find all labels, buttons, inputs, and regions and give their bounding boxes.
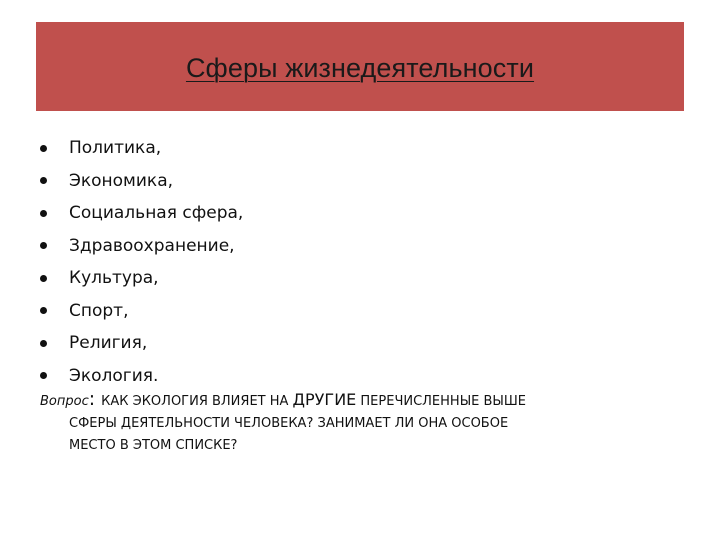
list-item-text: Политика, xyxy=(69,138,162,159)
list-item xyxy=(40,262,680,295)
title-band xyxy=(36,22,684,111)
bullet-dot-icon xyxy=(40,242,47,249)
list-item-text: Социальная сфера, xyxy=(69,203,244,224)
bullet-dot-icon xyxy=(40,177,47,184)
bullet-dot-icon xyxy=(40,145,47,152)
question-label: Вопрос xyxy=(40,394,89,409)
bullet-dot-icon xyxy=(40,372,47,379)
question-text-part1: КАК ЭКОЛОГИЯ ВЛИЯЕТ НА xyxy=(101,394,293,409)
list-item-text: Культура, xyxy=(69,268,159,289)
bullet-dot-icon xyxy=(40,340,47,347)
list-item-text: Религия, xyxy=(69,333,148,354)
list-item xyxy=(40,165,680,198)
slide-title: Сферы жизнедеятельности xyxy=(185,53,535,83)
question-line-3: МЕСТО В ЭТОМ СПИСКЕ? xyxy=(69,438,238,453)
question-colon: : xyxy=(88,388,96,410)
list-item xyxy=(40,327,680,360)
list-item-text: Спорт, xyxy=(69,300,129,321)
list-item xyxy=(40,132,680,165)
question-block xyxy=(40,388,680,457)
question-emphasis: ДРУГИЕ xyxy=(292,390,357,409)
bullet-dot-icon xyxy=(40,307,47,314)
bullet-list xyxy=(40,132,680,392)
question-text-part2: ПЕРЕЧИСЛЕННЫЕ ВЫШЕ xyxy=(356,394,527,409)
list-item xyxy=(40,197,680,230)
question-line-1 xyxy=(40,388,680,413)
list-item xyxy=(40,295,680,328)
list-item-text: Экология. xyxy=(69,365,159,386)
question-line-2: СФЕРЫ ДЕЯТЕЛЬНОСТИ ЧЕЛОВЕКА? ЗАНИМАЕТ ЛИ ОНА ОСОБОЕ xyxy=(69,416,509,431)
list-item-text: Экономика, xyxy=(69,170,174,191)
bullet-dot-icon xyxy=(40,275,47,282)
list-item xyxy=(40,230,680,263)
list-item-text: Здравоохранение, xyxy=(69,235,235,256)
bullet-dot-icon xyxy=(40,210,47,217)
